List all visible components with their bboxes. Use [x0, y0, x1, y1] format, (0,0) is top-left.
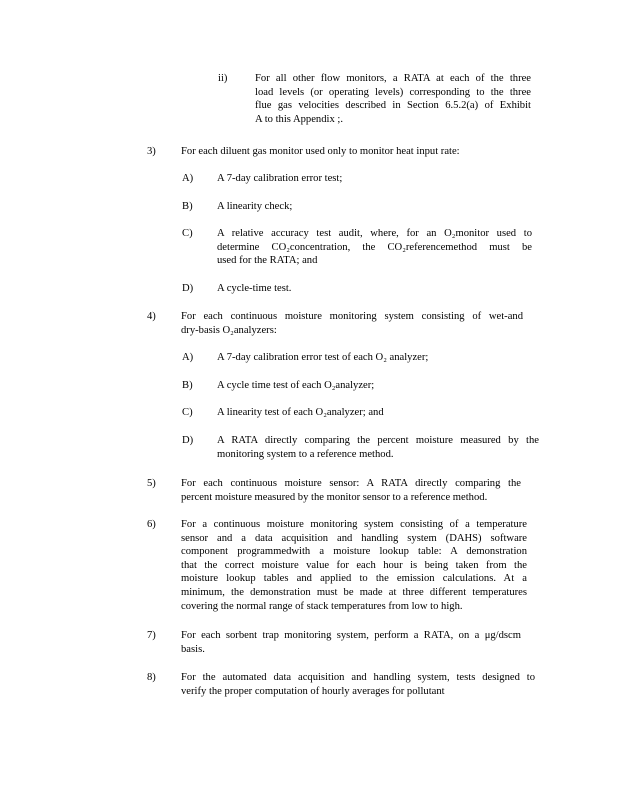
item-text [217, 200, 337, 214]
item-text [217, 227, 532, 268]
text-line: determine CO₂concentration, the CO₂referencemethod must be [217, 241, 532, 253]
item-number: 5) [147, 478, 156, 489]
item-text [181, 671, 535, 698]
item-number: A) [182, 352, 194, 363]
item-text [217, 379, 397, 393]
item-number: 6) [147, 519, 156, 530]
text-line: covering the normal range of stack temperatures from low to high. [181, 600, 463, 612]
text-line: For each sorbent trap monitoring system, perform a RATA, on a μg/dscm [181, 630, 521, 641]
text-line: For a continuous moisture monitoring system consisting of a temperature [181, 519, 527, 530]
text-line: For the automated data acquisition and handling system, tests designed to [181, 672, 535, 683]
text-line: A linearity check; [217, 201, 293, 212]
item-text [217, 351, 457, 365]
item-text [181, 629, 521, 656]
text-line: flue gas velocities described in Section 6.5.2(a) of Exhibit [255, 100, 531, 112]
text-line: For each continuous moisture monitoring system consisting of wet-and [181, 311, 523, 322]
item-number: 3) [147, 146, 156, 157]
text-line: A to this Appendix ;. [255, 113, 343, 125]
text-line: percent moisture measured by the monitor sensor to a reference method. [181, 491, 488, 503]
item-text [217, 406, 407, 420]
text-line: that the correct moisture value for each hour is being taken from the [181, 559, 527, 571]
text-line: For each diluent gas monitor used only to monitor heat input rate: [181, 146, 460, 157]
item-text [217, 172, 377, 186]
text-line: monitoring system to a reference method. [217, 448, 394, 460]
text-line: A 7-day calibration error test; [217, 173, 343, 184]
item-number: 8) [147, 672, 156, 683]
item-number: C) [182, 228, 193, 239]
text-line: For each continuous moisture sensor: A RATA directly comparing the [181, 478, 521, 489]
item-text [181, 145, 501, 159]
text-line: sensor and a data acquisition and handling system (DAHS) software [181, 532, 527, 544]
item-text [181, 518, 527, 613]
item-text [217, 434, 539, 461]
item-number: D) [182, 283, 194, 294]
text-line: A cycle time test of each O₂analyzer; [217, 380, 375, 391]
text-line: A RATA directly comparing the percent moisture measured by the [217, 435, 539, 446]
text-line: For all other flow monitors, a RATA at each of the three [255, 73, 531, 84]
text-line: component programmedwith a moisture lookup table: A demonstration [181, 546, 527, 558]
text-line: moisture lookup tables and applied to the emission calculations. At a [181, 573, 527, 585]
text-line: used for the RATA; and [217, 255, 318, 267]
item-text [181, 310, 523, 337]
item-number: C) [182, 407, 193, 418]
item-number: 7) [147, 630, 156, 641]
item-number: ii) [218, 73, 228, 84]
text-line: verify the proper computation of hourly averages for pollutant [181, 685, 445, 697]
item-number: 4) [147, 311, 156, 322]
item-text [181, 477, 521, 504]
text-line: A relative accuracy test audit, where, for an O₂monitor used to [217, 228, 532, 239]
text-line: A linearity test of each O₂analyzer; and [217, 407, 384, 418]
item-number: A) [182, 173, 194, 184]
text-line: basis. [181, 643, 205, 655]
text-line: A cycle-time test. [217, 283, 292, 294]
item-text [255, 72, 531, 126]
item-number: B) [182, 201, 193, 212]
text-line: minimum, the demonstration must be made at three different temperatures [181, 586, 527, 598]
text-line: dry-basis O₂analyzers: [181, 324, 277, 336]
item-number: D) [182, 435, 194, 446]
text-line: load levels (or operating levels) corresponding to the three [255, 86, 531, 98]
item-number: B) [182, 380, 193, 391]
text-line: A 7-day calibration error test of each O₂ analyzer; [217, 352, 429, 363]
item-text [217, 282, 307, 296]
